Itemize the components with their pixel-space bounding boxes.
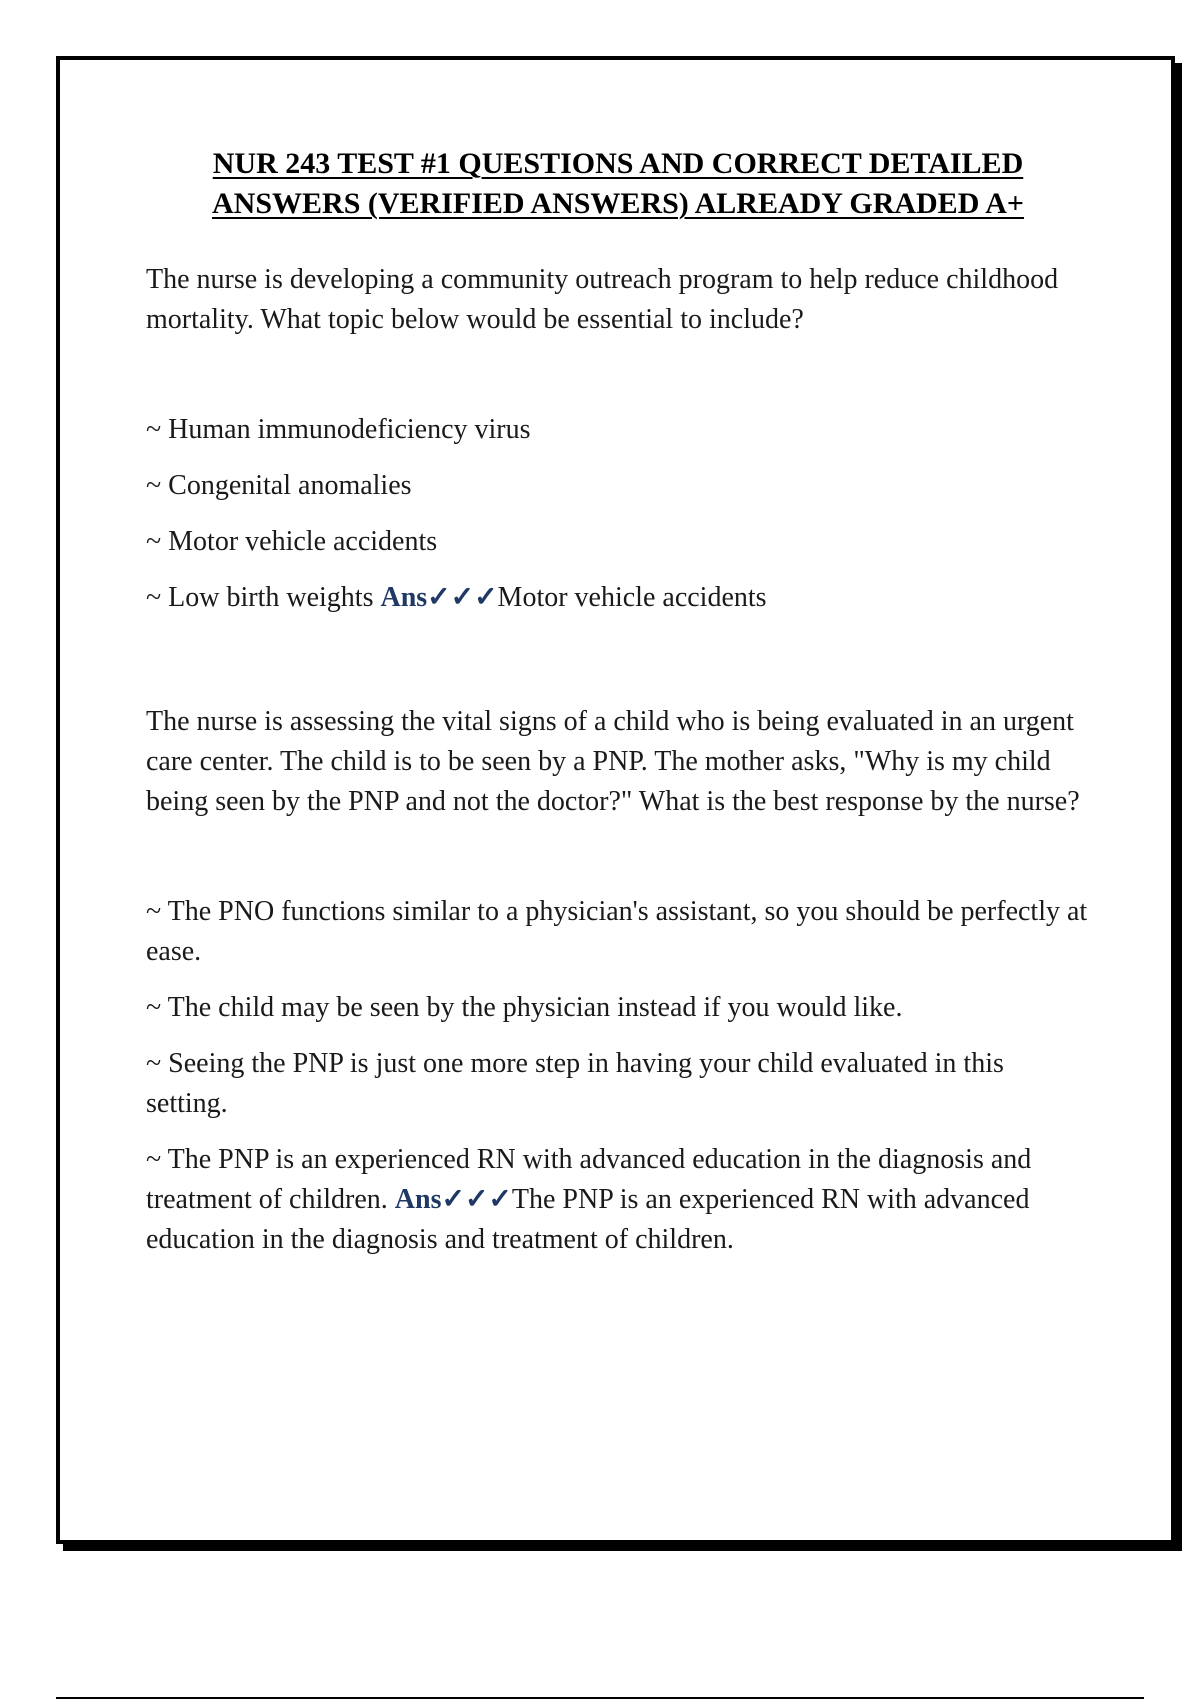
- option-item-with-answer: [146, 578, 1090, 618]
- option-text: ~ The PNP is an experienced RN with advanced education in the diagnosis and treatment of children.: [146, 1144, 1032, 1215]
- title-line-2: ANSWERS (VERIFIED ANSWERS) ALREADY GRADED A+: [212, 187, 1024, 220]
- question-block-1: [146, 260, 1090, 618]
- option-list: [146, 410, 1090, 618]
- answer-marker: Ans✓✓✓: [380, 582, 498, 613]
- question-block-2: [146, 702, 1090, 1260]
- question-prompt: The nurse is developing a community outreach program to help reduce childhood mortality. What topic below would be essential to include?: [146, 264, 1059, 335]
- document-content: [146, 144, 1090, 1260]
- option-item: ~ Human immunodeficiency virus: [146, 414, 531, 445]
- option-item: ~ Congenital anomalies: [146, 470, 412, 501]
- option-item: ~ The child may be seen by the physician instead if you would like.: [146, 992, 903, 1023]
- option-list: [146, 892, 1090, 1260]
- answer-text: Motor vehicle accidents: [497, 582, 767, 613]
- answer-marker: Ans✓✓✓: [394, 1184, 512, 1215]
- page-bottom-rule: [56, 1697, 1144, 1699]
- document-title: [146, 144, 1090, 224]
- answer-text: The PNP is an experienced RN with advanced education in the diagnosis and treatment of children.: [146, 1184, 1030, 1255]
- title-line-1: NUR 243 TEST #1 QUESTIONS AND CORRECT DETAILED: [212, 147, 1024, 180]
- option-item-with-answer: [146, 1140, 1090, 1260]
- option-item: ~ Seeing the PNP is just one more step in having your child evaluated in this setting.: [146, 1048, 1004, 1119]
- option-text: ~ Low birth weights: [146, 582, 374, 613]
- question-prompt: The nurse is assessing the vital signs of a child who is being evaluated in an urgent care center. The child is to be seen by a PNP. The mother asks, "Why is my child being seen by the PNP and not the doctor?" What is the best response by the nurse?: [146, 706, 1080, 817]
- page-frame: [56, 56, 1175, 1544]
- option-item: ~ Motor vehicle accidents: [146, 526, 438, 557]
- option-item: ~ The PNO functions similar to a physician's assistant, so you should be perfectly at ease.: [146, 896, 1088, 967]
